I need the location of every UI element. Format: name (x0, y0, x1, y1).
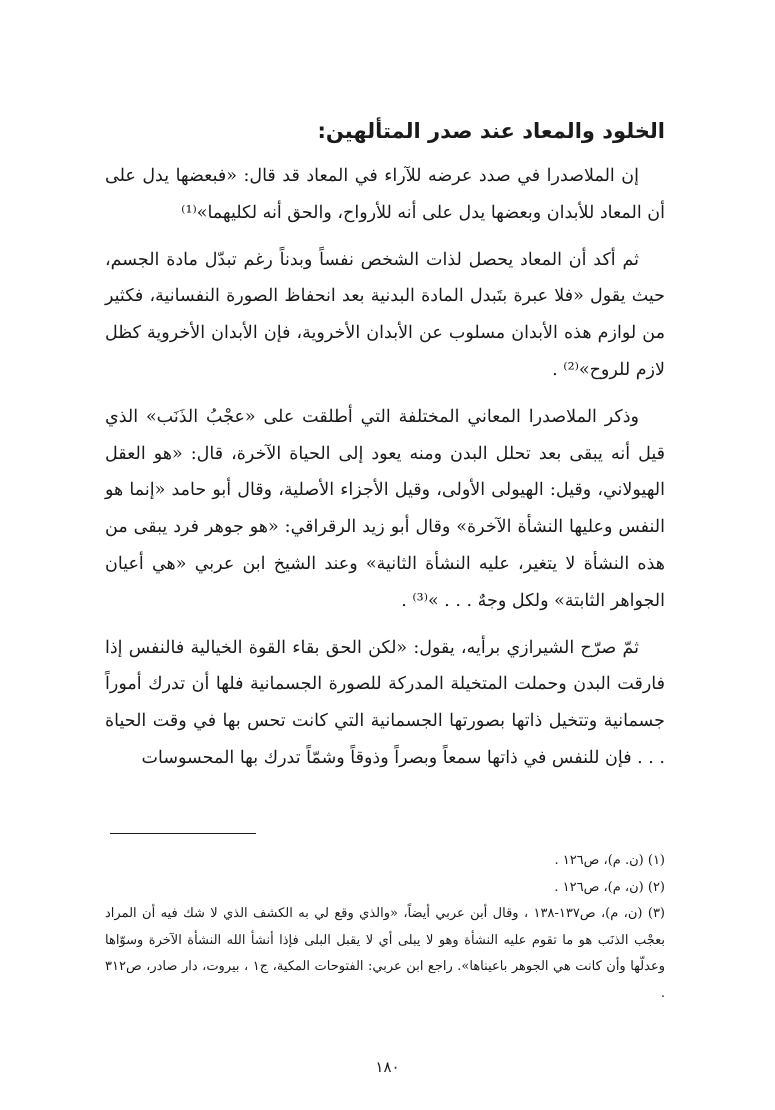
paragraph: إن الملاصدرا في صدد عرضه للآراء في المعاد قد قال: «فبعضها يدل على أن المعاد للأبدان وبعضها يدل على أنه للأرواح، والحق أنه لكليهما»⁽¹⁾ (105, 166, 665, 223)
paragraph: ثمّ صرّح الشيرازي برأيه، يقول: «لكن الحق بقاء القوة الخيالية فالنفس إذا فارقت البدن وحملت المتخيلة المدركة للصورة الجسمانية فلها أن تدرك أموراً جسمانية وتتخيل ذاتها بصورتها الجسمانية التي كانت تحس بها في وقت الحياة . . . فإن للنفس في ذاتها سمعاً وبصراً وذوقاً وشمّاً تدرك بها المحسوسات (105, 637, 665, 768)
main-text (105, 158, 665, 787)
page-number: ١٨٠ (375, 1058, 400, 1076)
paragraph: ثم أكد أن المعاد يحصل لذات الشخص نفساً وبدناً رغم تبدّل مادة الجسم، حيث يقول «فلا عبرة بتَبدل المادة البدنية بعد انحفاظ الصورة النفسانية، فكثير من لوازم هذه الأبدان مسلوب عن الأبدان الأخروية، فإن الأبدان الأخروية كظل لازم للروح»⁽²⁾ . (105, 249, 665, 380)
footnote: (١) (ن. م)، ص١٢٦ . (554, 853, 665, 868)
footnote: (٢) (ن، م)، ص١٢٦ . (554, 879, 665, 895)
footnote: (٣) (ن، م)، ص١٣٧-١٣٨ ، وقال أبن عربي أيضاً، «والذي وقع لي به الكشف الذي لا شك فيه أن المراد بعجْب الذنَب هو ما تقوم عليه النشأة وهو لا يبلى أي لا يقبل البلى فإذا أنشأ الله النشأة الآخرة وسوّاها وعدلّها وأن كانت هي الجوهر باعيناها». راجع ابن عربي: الفتوحات المكية، ج١ ، بيروت، دار صادر، ص٣١٢ . (105, 906, 665, 1001)
footnotes (105, 848, 665, 1007)
footnote-separator (110, 833, 256, 834)
section-heading: الخلود والمعاد عند صدر المتألهين: (317, 119, 665, 143)
paragraph: وذكر الملاصدرا المعاني المختلفة التي أطلقت على «عجْبُ الذَنَب» الذي قيل أنه يبقى بعد تحلل البدن ومنه يعود إلى الحياة الآخرة، قال: «هو العقل الهيولاني، وقيل: الهيولى الأولى، وقيل الأجزاء الأصلية، وقال أبو حامد «إنما هو النفس وعليها النشأة الآخرة» وقال أبو زيد الرقراقي: «هو جوهر فرد يبقى من هذه النشأة لا يتغير، عليه النشأة الثانية» وعند الشيخ ابن عربي «هي أعيان الجواهر الثابتة» ولكل وجهٌ . . . »⁽³⁾ . (105, 406, 665, 611)
